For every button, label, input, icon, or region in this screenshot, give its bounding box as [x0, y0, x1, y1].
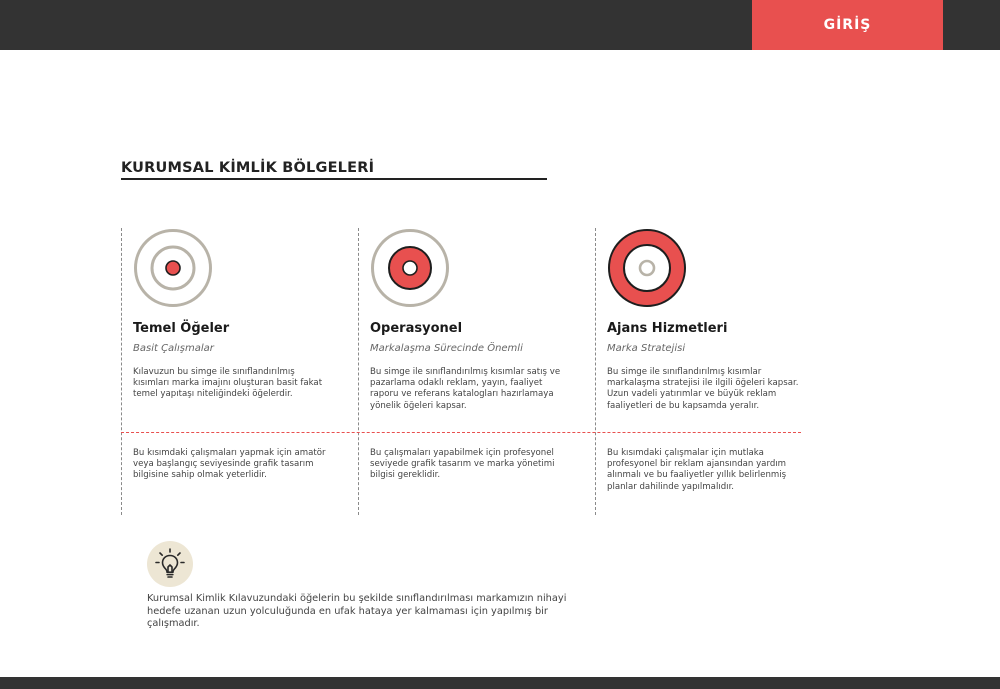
column-note: Bu kısımdaki çalışmalar için mutlaka profesyonel bir reklam ajansından yardım alınmalı ve bu faaliyetler yıllık belirlenmiş planlar dahilinde yapılmalıdır. — [607, 448, 787, 492]
column-description: Bu simge ile sınıflandırılmış kısımlar satış ve pazarlama odaklı reklam, yayın, faaliyet raporu ve referans katalogları hazırlamaya yönelik öğeleri kapsar. — [370, 367, 561, 411]
column-note: Bu çalışmaları yapabilmek için profesyonel seviyede grafik tasarım ve marka yönetimi bilgisi gereklidir. — [370, 448, 555, 481]
column-description: Bu simge ile sınıflandırılmış kısımlar markalaşma stratejisi ile ilgili öğeleri kapsar. Uzun vadeli yatırımlar ve büyük reklam faaliyetleri de bu kapsamda yeralır. — [607, 367, 799, 411]
target-outer-ring-icon — [607, 228, 687, 308]
column-subheading: Basit Çalışmalar — [133, 343, 214, 354]
target-middle-ring-icon — [370, 228, 450, 308]
column-heading: Operasyonel — [370, 321, 463, 336]
tab-giris[interactable]: GİRİŞ — [752, 0, 943, 50]
lightbulb-icon — [147, 541, 193, 587]
lightbulb-badge — [147, 541, 193, 587]
column-subheading: Marka Stratejisi — [607, 343, 686, 354]
bottom-bar — [0, 677, 1000, 689]
target-small-center-icon — [133, 228, 213, 308]
column-description: Kılavuzun bu simge ile sınıflandırılmış kısımları marka imajını oluşturan basit fakat temel yapıtaşı niteliğindeki öğelerdir. — [133, 367, 323, 400]
column-divider — [121, 228, 122, 515]
top-bar — [0, 0, 1000, 50]
title-underline — [121, 178, 547, 180]
column-divider — [595, 228, 596, 515]
column-note: Bu kısımdaki çalışmaları yapmak için amatör veya başlangıç seviyesinde grafik tasarım bilgisine sahip olmak yeterlidir. — [133, 448, 326, 481]
row-divider — [121, 432, 801, 433]
footnote-text: Kurumsal Kimlik Kılavuzundaki öğelerin bu şekilde sınıflandırılması markamızın nihayi hedefe uzanan uzun yolculuğunda en ufak hataya yer kalmaması için yapılmış bir çalışmadır. — [147, 593, 567, 630]
column-heading: Temel Öğeler — [133, 321, 230, 336]
column-heading: Ajans Hizmetleri — [607, 321, 728, 336]
column-subheading: Markalaşma Sürecinde Önemli — [370, 343, 523, 354]
column-divider — [358, 228, 359, 515]
section-title: KURUMSAL KİMLİK BÖLGELERİ — [121, 160, 375, 176]
